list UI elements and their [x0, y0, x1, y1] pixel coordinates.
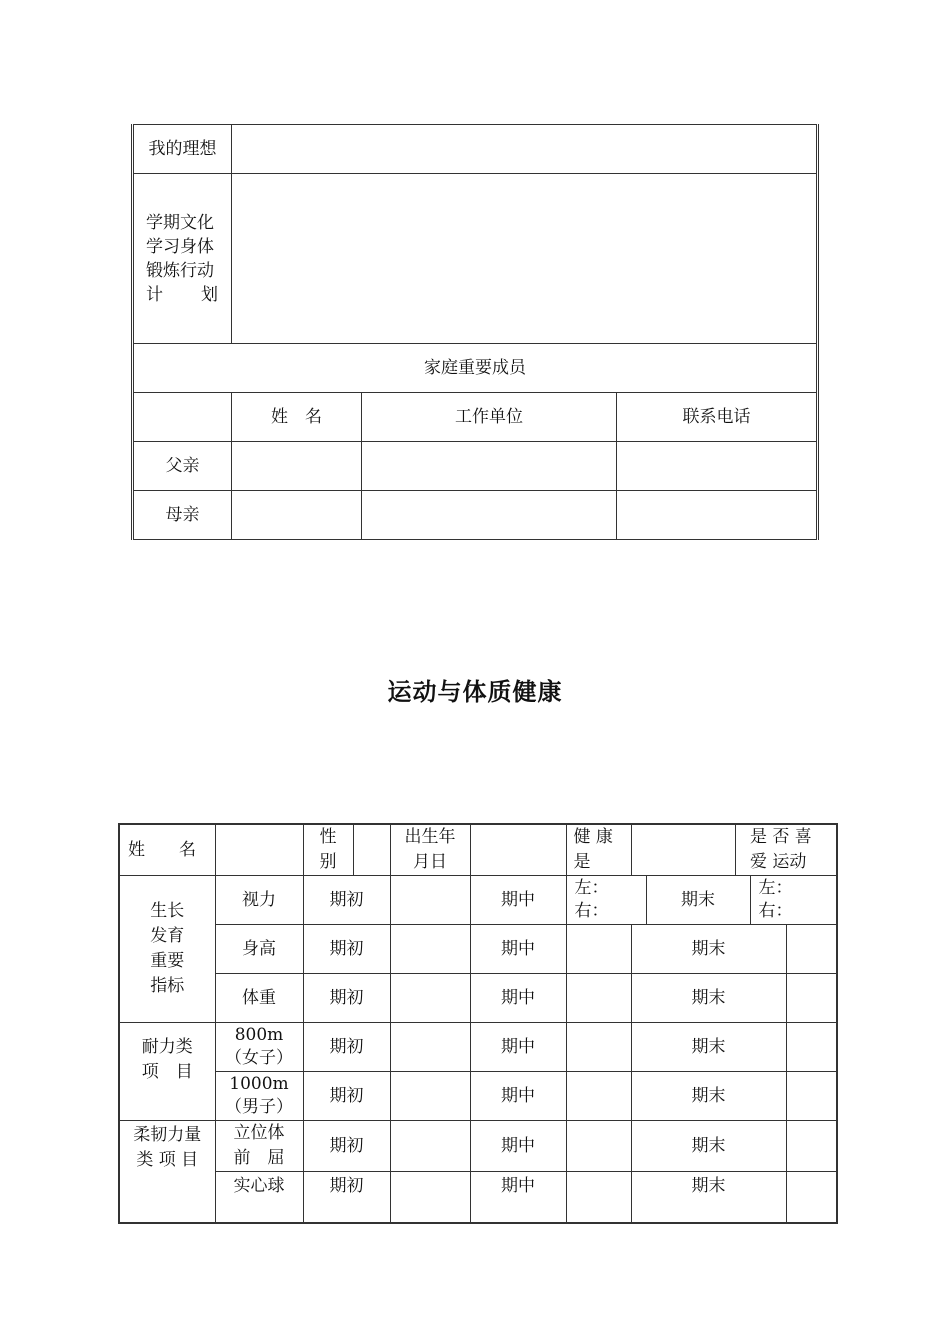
bend-mid-field[interactable]	[566, 1121, 631, 1172]
birth-field[interactable]	[470, 824, 566, 876]
run-1000-end-label: 期末	[631, 1072, 786, 1121]
vision-end-label: 期末	[646, 876, 750, 925]
vision-mid-right: 右：	[574, 901, 609, 921]
height-end-label: 期末	[631, 925, 786, 974]
weight-label: 体重	[215, 974, 303, 1023]
vision-label: 视力	[215, 876, 303, 925]
ball-end-label: 期末	[631, 1172, 786, 1224]
ideal-label: 我的理想	[133, 125, 232, 174]
bend-start-label: 期初	[303, 1121, 390, 1172]
father-label: 父亲	[133, 442, 232, 491]
col-phone: 联系电话	[617, 393, 818, 442]
plan-label-line-3: 锻炼行动	[146, 260, 214, 281]
gender-label: 性别	[303, 824, 353, 876]
plan-label	[133, 174, 232, 344]
vision-end-right: 右：	[758, 901, 793, 921]
health-field[interactable]	[631, 824, 735, 876]
weight-start-label: 期初	[303, 974, 390, 1023]
ball-start-label: 期初	[303, 1172, 390, 1224]
weight-mid-field[interactable]	[566, 974, 631, 1023]
vision-mid-label: 期中	[470, 876, 566, 925]
weight-end-label: 期末	[631, 974, 786, 1023]
run-800-start-label: 期初	[303, 1023, 390, 1072]
vision-end-left: 左：	[758, 878, 793, 898]
plan-field[interactable]	[232, 174, 818, 344]
ball-label: 实心球	[215, 1172, 303, 1224]
run-1000-start-field[interactable]	[390, 1072, 470, 1121]
height-start-field[interactable]	[390, 925, 470, 974]
ideal-field[interactable]	[232, 125, 818, 174]
likes-sport-label: 是 否 喜 爱 运动	[735, 824, 837, 876]
gender-field[interactable]	[353, 824, 390, 876]
bend-end-field[interactable]	[786, 1121, 837, 1172]
run-1000-label	[215, 1072, 303, 1121]
birth-label: 出生年月日	[390, 824, 470, 876]
mother-phone-field[interactable]	[617, 491, 818, 540]
run-1000-distance: 1000m	[229, 1074, 289, 1094]
run-1000-mid-label: 期中	[470, 1072, 566, 1121]
run-800-mid-field[interactable]	[566, 1023, 631, 1072]
weight-end-field[interactable]	[786, 974, 837, 1023]
name-label: 姓 名	[119, 824, 215, 876]
endurance-group-label: 耐力类项 目	[119, 1023, 215, 1121]
run-800-end-field[interactable]	[786, 1023, 837, 1072]
father-phone-field[interactable]	[617, 442, 818, 491]
height-end-field[interactable]	[786, 925, 837, 974]
ball-mid-field[interactable]	[566, 1172, 631, 1224]
flex-group-label: 柔韧力量类 项 目	[119, 1121, 215, 1224]
ball-start-field[interactable]	[390, 1172, 470, 1224]
bend-end-label: 期末	[631, 1121, 786, 1172]
ball-mid-label: 期中	[470, 1172, 566, 1224]
section-title: 运动与体质健康	[387, 678, 563, 706]
weight-mid-label: 期中	[470, 974, 566, 1023]
plan-label-ji: 计	[146, 284, 163, 305]
height-mid-field[interactable]	[566, 925, 631, 974]
plan-label-line-2: 学习身体	[146, 236, 214, 257]
bend-label: 立位体前 屈	[215, 1121, 303, 1172]
vision-start-label: 期初	[303, 876, 390, 925]
run-800-mid-label: 期中	[470, 1023, 566, 1072]
run-800-label	[215, 1023, 303, 1072]
family-corner-cell	[133, 393, 232, 442]
father-work-field[interactable]	[362, 442, 617, 491]
col-name: 姓 名	[232, 393, 362, 442]
health-table	[118, 823, 838, 1224]
run-800-end-label: 期末	[631, 1023, 786, 1072]
mother-name-field[interactable]	[232, 491, 362, 540]
run-1000-gender: （男子）	[225, 1097, 293, 1117]
vision-end-field[interactable]	[750, 876, 837, 925]
height-start-label: 期初	[303, 925, 390, 974]
mother-work-field[interactable]	[362, 491, 617, 540]
vision-mid-left: 左：	[574, 878, 609, 898]
name-field[interactable]	[215, 824, 303, 876]
growth-group-label: 生长发育重要指标	[119, 876, 215, 1023]
plan-table	[131, 124, 819, 540]
weight-start-field[interactable]	[390, 974, 470, 1023]
height-mid-label: 期中	[470, 925, 566, 974]
run-800-distance: 800m	[234, 1025, 284, 1045]
plan-label-hua: 划	[201, 284, 218, 305]
run-1000-mid-field[interactable]	[566, 1072, 631, 1121]
height-label: 身高	[215, 925, 303, 974]
ball-end-field[interactable]	[786, 1172, 837, 1224]
bend-mid-label: 期中	[470, 1121, 566, 1172]
run-1000-start-label: 期初	[303, 1072, 390, 1121]
vision-mid-field[interactable]	[566, 876, 646, 925]
vision-start-field[interactable]	[390, 876, 470, 925]
plan-label-line-1: 学期文化	[146, 212, 214, 233]
health-label: 健 康 是	[566, 824, 631, 876]
bend-start-field[interactable]	[390, 1121, 470, 1172]
family-header: 家庭重要成员	[133, 344, 818, 393]
col-work: 工作单位	[362, 393, 617, 442]
run-800-start-field[interactable]	[390, 1023, 470, 1072]
father-name-field[interactable]	[232, 442, 362, 491]
run-1000-end-field[interactable]	[786, 1072, 837, 1121]
mother-label: 母亲	[133, 491, 232, 540]
run-800-gender: （女子）	[225, 1048, 293, 1068]
